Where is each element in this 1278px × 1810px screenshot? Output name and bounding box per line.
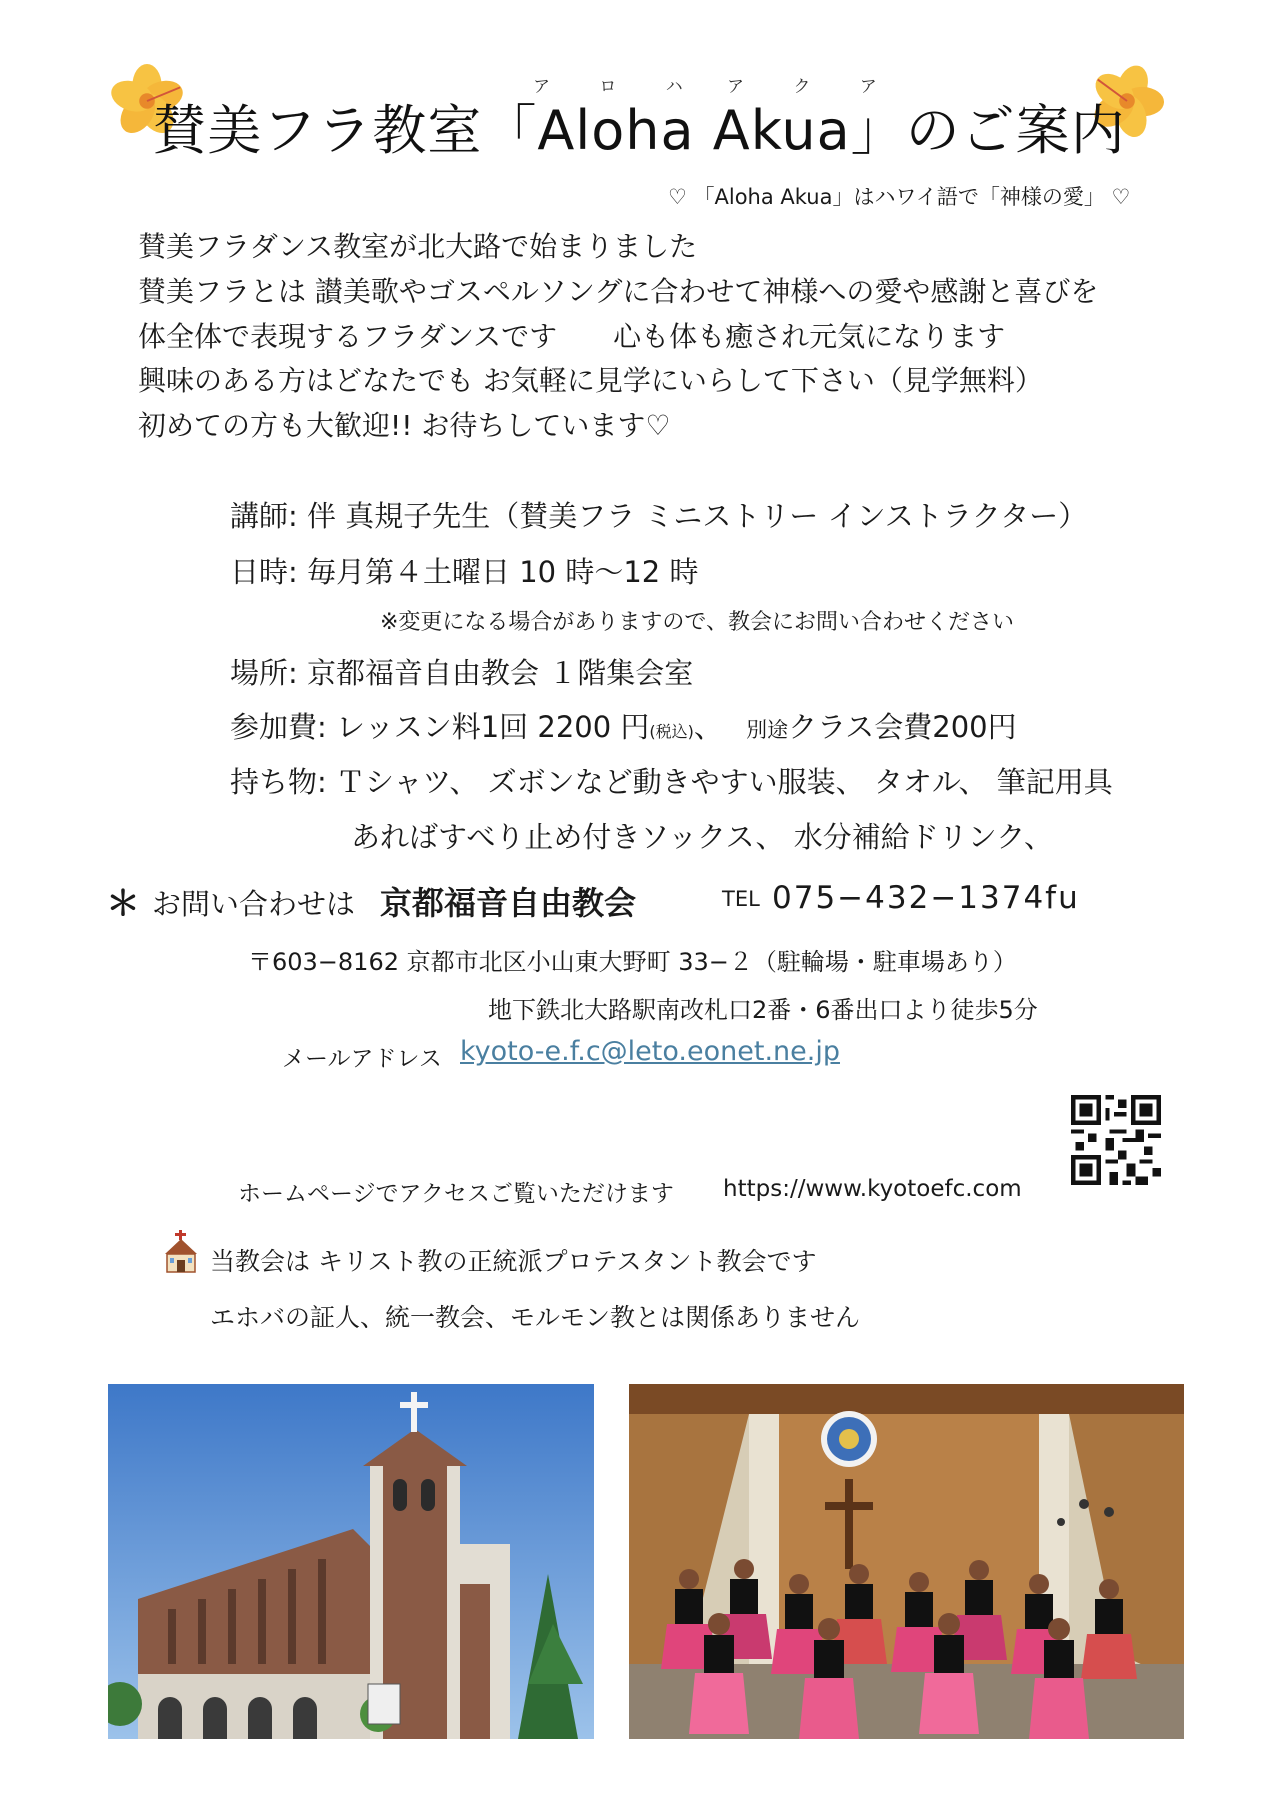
items-line: 持ち物: Ｔシャツ、 ズボンなど動きやすい服装、 タオル、 筆記用具	[230, 765, 1113, 799]
fee-tax: (税込)	[649, 722, 694, 741]
place-line: 場所: 京都福音自由教会 １階集会室	[230, 656, 694, 690]
teacher-line: 講師: 伴 真規子先生（賛美フラ ミニストリー インストラクター）	[230, 499, 1088, 533]
items-line-2: あればすべり止め付きソックス、 水分補給ドリンク、	[351, 820, 1054, 854]
notice-line-1: 当教会は キリスト教の正統派プロテスタント教会です	[210, 1247, 817, 1276]
intro-line-4: 興味のある方はどなたでも お気軽に見学にいらして下さい（見学無料）	[138, 364, 1043, 397]
fee-extra: クラス会費200円	[788, 710, 1017, 744]
page-title: 賛美フラ教室「Aloha Akua」のご案内	[152, 99, 1126, 162]
intro-line-3: 体全体で表現するフラダンスです 心も体も癒され元気になります	[138, 320, 1006, 353]
hula-performance-photo	[629, 1384, 1184, 1739]
datetime-line: 日時: 毎月第４土曜日 10 時～12 時	[230, 555, 699, 589]
intro-line-1: 賛美フラダンス教室が北大路で始まりました	[138, 230, 698, 263]
change-note: ※変更になる場合がありますので、教会にお問い合わせください	[380, 610, 1014, 635]
intro-line-5: 初めての方も大歓迎!! お待ちしています♡	[138, 409, 671, 442]
fee-main: 参加費: レッスン料1回 2200 円	[230, 710, 650, 744]
fee-line	[230, 705, 1017, 746]
intro-line-2: 賛美フラとは 讃美歌やゴスペルソングに合わせて神様への愛や感謝と喜びを	[138, 275, 1099, 308]
tel-number: 075−432−1374fu	[772, 880, 1080, 916]
fee-extra-prefix: 別途	[746, 718, 789, 742]
subtitle: ♡ 「Aloha Akua」はハワイ語で「神様の愛」 ♡	[668, 185, 1131, 209]
ruby-akua: ア ク ア	[727, 77, 899, 97]
fee-separator: 、	[693, 710, 723, 744]
church-icon	[160, 1230, 202, 1274]
address-line: 〒603−8162 京都市北区小山東大野町 33−２（駐輪場・駐車場あり）	[248, 948, 1017, 976]
qr-code[interactable]	[1071, 1095, 1161, 1185]
tel-label: TEL	[722, 887, 760, 911]
ruby-aloha: ア ロ ハ	[533, 77, 705, 97]
asterisk-mark: ＊	[106, 884, 140, 924]
contact-church-name: 京都福音自由教会	[380, 884, 637, 922]
homepage-label: ホームページでアクセスご覧いただけます	[238, 1181, 674, 1207]
notice-line-2: エホバの証人、統一教会、モルモン教とは関係ありません	[210, 1303, 861, 1332]
email-link[interactable]: kyoto-e.f.c@leto.eonet.ne.jp	[460, 1036, 840, 1067]
access-line: 地下鉄北大路駅南改札口2番・6番出口より徒歩5分	[488, 996, 1038, 1024]
church-exterior-photo	[108, 1384, 594, 1739]
email-label: メールアドレス	[282, 1046, 442, 1072]
homepage-url[interactable]: https://www.kyotoefc.com	[723, 1176, 1022, 1202]
contact-label: お問い合わせは	[152, 887, 356, 921]
